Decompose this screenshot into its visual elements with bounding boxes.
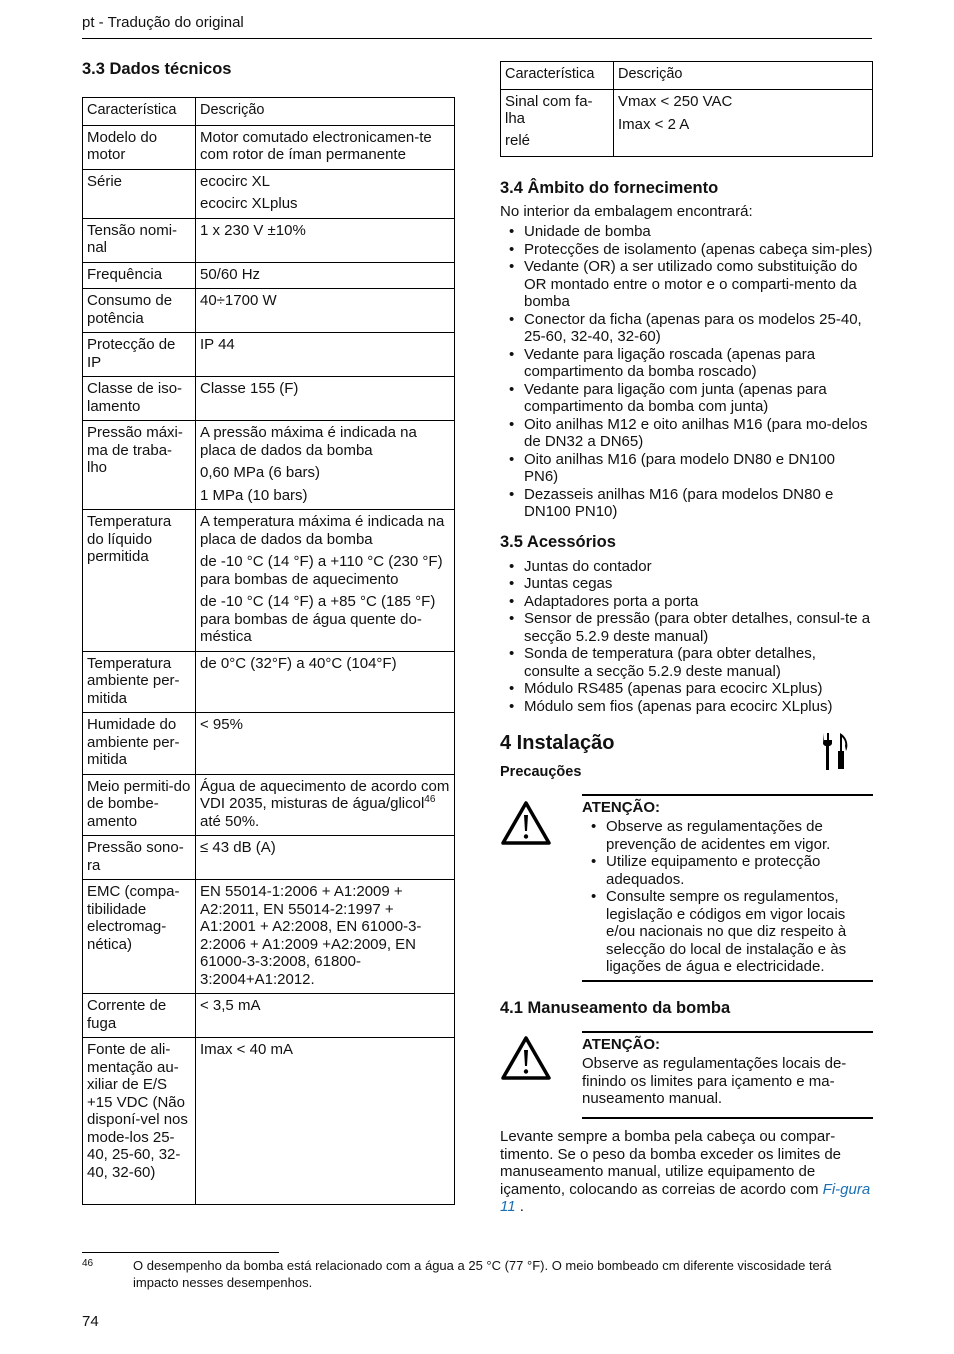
table-row xyxy=(83,774,455,836)
cell-line: Imax < 40 mA xyxy=(200,1041,293,1058)
cell-characteristic: Tensão nomi-nal xyxy=(83,218,196,262)
cell-line: EN 55014-1:2006 + A1:2009 + A2:2011, EN 55014-2:1997 + A1:2001 + A2:2008, EN 61000-3-2:2006 + A1:2009 +A2:2009, EN 61000-3-3:2008, 61800-3:2004+A1:2012. xyxy=(200,883,422,988)
cell-line: 1 MPa (10 bars) xyxy=(200,486,308,504)
cell-line: ecocirc XL xyxy=(200,172,271,190)
cell-characteristic: Corrente de fuga xyxy=(83,994,196,1038)
cell-line: 40÷1700 W xyxy=(200,292,277,309)
table-row xyxy=(501,89,873,156)
cell-line: relé xyxy=(505,131,531,149)
cell-description xyxy=(196,880,455,994)
table-row xyxy=(83,713,455,775)
section-4-title: 4 Instalação xyxy=(500,732,615,754)
cell-line xyxy=(200,778,450,831)
left-column xyxy=(82,60,455,1205)
cell-characteristic xyxy=(501,89,614,156)
list-item: • Juntas do contador xyxy=(500,558,873,576)
section-4-header xyxy=(500,732,873,772)
warning-triangle-icon xyxy=(500,800,552,851)
section-3-4-intro: No interior da embalagem encontrará: xyxy=(500,202,753,220)
table-row xyxy=(83,651,455,713)
warning-box-2 xyxy=(582,1031,873,1119)
cell-description xyxy=(196,289,455,333)
cell-line: < 3,5 mA xyxy=(200,997,261,1014)
list-item: • Vedante para ligação com junta (apenas para compartimento da bomba com junta) xyxy=(500,381,873,416)
col-header-description: Descrição xyxy=(196,98,455,126)
cell-description xyxy=(196,774,455,836)
table-row xyxy=(83,289,455,333)
cell-description xyxy=(196,218,455,262)
cell-characteristic: Pressão sono-ra xyxy=(83,836,196,880)
table-header-row xyxy=(83,98,455,126)
cell-line: Classe 155 (F) xyxy=(200,380,299,397)
section-3-5-title: 3.5 Acessórios xyxy=(500,532,616,551)
warning-title: ATENÇÃO: xyxy=(582,1036,661,1053)
table-row xyxy=(83,510,455,652)
cell-description xyxy=(196,651,455,713)
page-number: 74 xyxy=(82,1313,99,1330)
right-column xyxy=(500,61,873,1216)
cell-description xyxy=(196,262,455,289)
table-row xyxy=(83,836,455,880)
cell-characteristic: Consumo de potência xyxy=(83,289,196,333)
header-rule xyxy=(82,38,872,39)
tools-icon xyxy=(820,731,850,776)
list-item: • Protecções de isolamento (apenas cabeça sim-ples) xyxy=(500,241,873,259)
supply-list xyxy=(500,223,873,521)
tech-data-table xyxy=(82,97,455,1205)
list-item: • Unidade de bomba xyxy=(500,223,873,241)
table-row xyxy=(83,125,455,169)
warning-list xyxy=(582,818,873,976)
list-item: • Dezasseis anilhas M16 (para modelos DN80 e DN100 PN10) xyxy=(500,486,873,521)
footnote-ref[interactable]: 46 xyxy=(424,794,436,805)
cell-line: ecocirc XLplus xyxy=(200,195,298,212)
table-row xyxy=(83,218,455,262)
list-item: • Oito anilhas M12 e oito anilhas M16 (para mo-delos de DN32 a DN65) xyxy=(500,416,873,451)
cell-line: ≤ 43 dB (A) xyxy=(200,839,276,856)
cell-line: de -10 °C (14 °F) a +85 °C (185 °F) para bombas de água quente do-méstica xyxy=(200,593,436,645)
list-item: • Juntas cegas xyxy=(500,575,873,593)
cell-line: IP 44 xyxy=(200,336,235,353)
running-header: pt - Tradução do original xyxy=(82,14,244,31)
cell-characteristic: Frequência xyxy=(83,262,196,289)
cell-line: A temperatura máxima é indicada na placa de dados da bomba xyxy=(200,513,445,548)
list-item: • Conector da ficha (apenas para os modelos 25-40, 25-60, 32-40, 32-60) xyxy=(500,311,873,346)
table-row xyxy=(83,880,455,994)
section-3-4-title: 3.4 Âmbito do fornecimento xyxy=(500,178,719,197)
cell-characteristic: EMC (compa-tibilidade electromag-nética) xyxy=(83,880,196,994)
list-item: • Sonda de temperatura (para obter detalhes, consulte a secção 5.2.9 deste manual) xyxy=(500,645,873,680)
figure-link[interactable]: Fi-gura 11 xyxy=(500,1180,871,1215)
cell-line: < 95% xyxy=(200,716,243,733)
cell-characteristic: Modelo do motor xyxy=(83,125,196,169)
cell-description xyxy=(196,713,455,775)
cell-characteristic: Humidade do ambiente per-mitida xyxy=(83,713,196,775)
list-item: • Sensor de pressão (para obter detalhes, consul-te a secção 5.2.9 deste manual) xyxy=(500,610,873,645)
cell-line: Vmax < 250 VAC xyxy=(618,92,733,110)
cell-line: 0,60 MPa (6 bars) xyxy=(200,464,321,481)
list-item: • Vedante (OR) a ser utilizado como substituição do OR montado entre o motor e o comparti-mento da bomba xyxy=(500,258,873,311)
accessories-list xyxy=(500,558,873,716)
tech-data-body xyxy=(83,125,455,1205)
cell-description xyxy=(196,836,455,880)
cell-line: de 0°C (32°F) a 40°C (104°F) xyxy=(200,654,397,672)
warning-text: Observe as regulamentações locais de-finindo os limites para içamento e ma-nuseamento manual. xyxy=(582,1055,847,1107)
cell-characteristic: Temperatura do líquido permitida xyxy=(83,510,196,652)
warning-title: ATENÇÃO: xyxy=(582,799,661,816)
warning-box-1 xyxy=(582,794,873,982)
cell-line: Imax < 2 A xyxy=(618,116,690,133)
cell-description xyxy=(196,421,455,510)
table-row xyxy=(83,1038,455,1205)
cell-description xyxy=(196,125,455,169)
list-item: • Vedante para ligação roscada (apenas para compartimento da bomba roscado) xyxy=(500,346,873,381)
cell-description xyxy=(614,89,873,156)
footnote-text: O desempenho da bomba está relacionado com a água a 25 °C (77 °F). O meio bombeado cm diferente viscosidade terá impacto nesses desempenhos. xyxy=(133,1258,832,1290)
cell-text: Água de aquecimento de acordo com VDI 2035, misturas de água/glicol xyxy=(200,777,450,812)
warning-block-2 xyxy=(500,1031,873,1119)
handling-text: Levante sempre a bomba pela cabeça ou compar-timento. Se o peso da bomba exceder os limites de manuseamento manual, utilize equipamento de içamento, colocando as correias de acordo com xyxy=(500,1128,842,1198)
cell-description xyxy=(196,994,455,1038)
section-4-1-title: 4.1 Manuseamento da bomba xyxy=(500,999,731,1017)
col-header-characteristic: Característica xyxy=(501,62,614,90)
cell-characteristic: Protecção de IP xyxy=(83,333,196,377)
footnote-number: 46 xyxy=(82,1258,94,1269)
table-row xyxy=(83,377,455,421)
table-header-row xyxy=(501,62,873,90)
cell-description xyxy=(196,510,455,652)
cell-text: até 50%. xyxy=(200,812,260,830)
table-row xyxy=(83,421,455,510)
handling-paragraph xyxy=(500,1128,873,1216)
cell-line: Sinal com fa-lha xyxy=(505,92,593,127)
signal-table xyxy=(500,61,873,157)
cell-line: 50/60 Hz xyxy=(200,265,261,283)
cell-characteristic: Série xyxy=(83,169,196,218)
cell-line: A pressão máxima é indicada na placa de dados da bomba xyxy=(200,424,417,459)
cell-line: 1 x 230 V ±10% xyxy=(200,221,306,239)
list-item: • Oito anilhas M16 (para modelo DN80 e DN100 PN6) xyxy=(500,451,873,486)
cell-description xyxy=(196,169,455,218)
cell-line: Motor comutado electronicamen-te com rotor de íman permanente xyxy=(200,128,432,163)
col-header-description: Descrição xyxy=(614,62,873,90)
list-item: • Observe as regulamentações de prevenção de acidentes em vigor. xyxy=(582,818,873,853)
footnote-rule xyxy=(82,1252,279,1253)
warning-triangle-icon xyxy=(500,1035,552,1086)
warning-block-1 xyxy=(500,794,873,982)
cell-characteristic: Classe de iso-lamento xyxy=(83,377,196,421)
cell-characteristic: Temperatura ambiente per-mitida xyxy=(83,651,196,713)
list-item: • Módulo RS485 (apenas para ecocirc XLplus) xyxy=(500,680,873,698)
col-header-characteristic: Característica xyxy=(83,98,196,126)
cell-characteristic: Pressão máxi-ma de traba-lho xyxy=(83,421,196,510)
cell-line: de -10 °C (14 °F) a +110 °C (230 °F) para bombas de aquecimento xyxy=(200,553,443,588)
table-row xyxy=(83,262,455,289)
section-3-3-title: 3.3 Dados técnicos xyxy=(82,60,232,78)
list-item: • Adaptadores porta a porta xyxy=(500,593,873,611)
precautions-title: Precauções xyxy=(500,764,582,780)
table-row xyxy=(83,333,455,377)
cell-characteristic: Meio permiti-do de bombe-amento xyxy=(83,774,196,836)
cell-description xyxy=(196,1038,455,1205)
cell-description xyxy=(196,377,455,421)
handling-text-end: . xyxy=(515,1198,524,1215)
list-item: • Módulo sem fios (apenas para ecocirc XLplus) xyxy=(500,698,873,716)
list-item: • Consulte sempre os regulamentos, legislação e códigos em vigor locais e/ou nacionais no que diz respeito à selecção do local de instalação e às ligações de água e electricidade. xyxy=(582,888,873,976)
table-row xyxy=(83,994,455,1038)
cell-description xyxy=(196,333,455,377)
cell-characteristic: Fonte de ali-mentação au-xiliar de E/S +15 VDC (Não disponí-vel nos mode-los 25-40, 25-60, 32-40, 32-60) xyxy=(83,1038,196,1205)
table-row xyxy=(83,169,455,218)
list-item: • Utilize equipamento e protecção adequados. xyxy=(582,853,873,888)
